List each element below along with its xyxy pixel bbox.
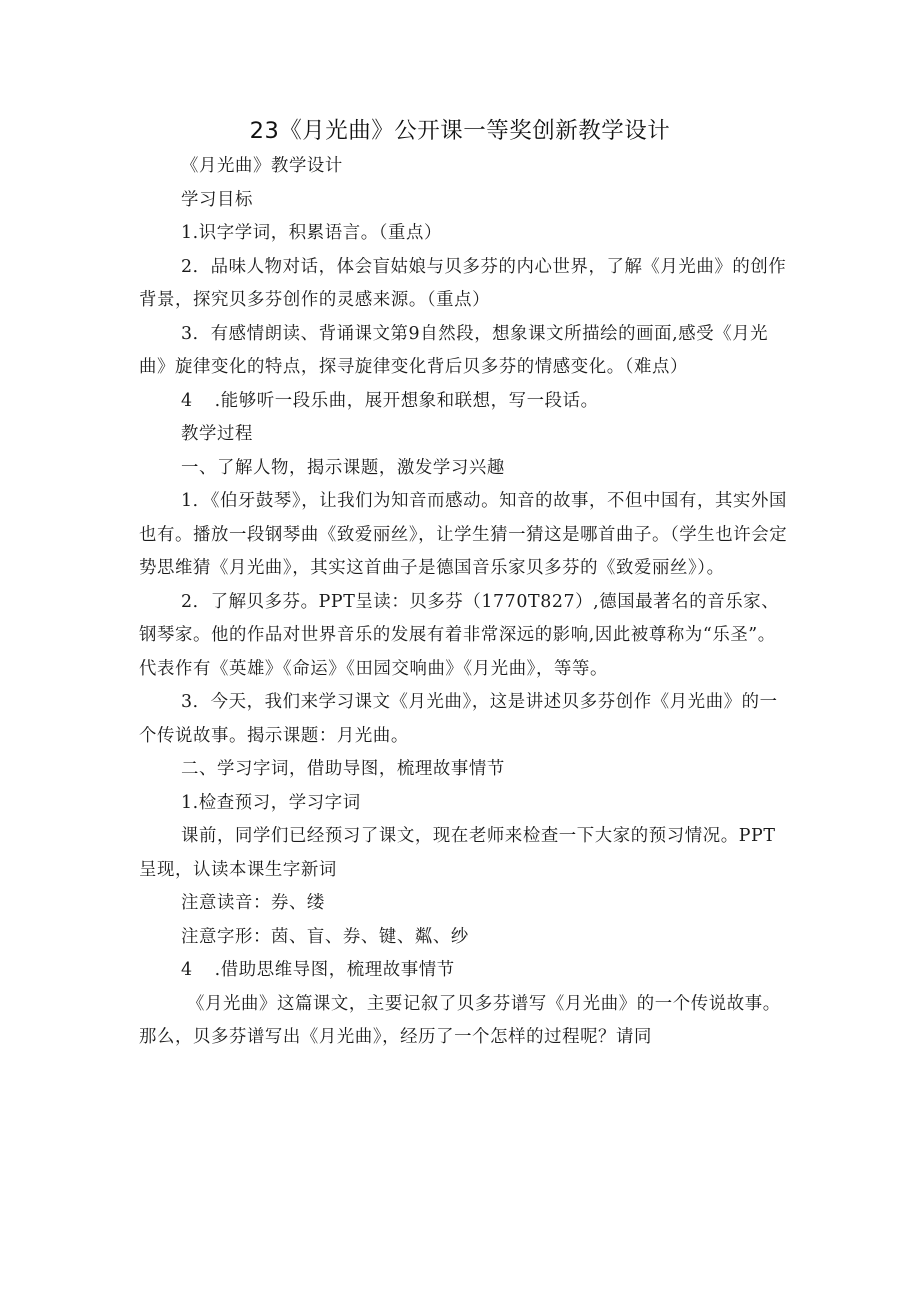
subtitle: 《月光曲》教学设计: [181, 156, 343, 176]
goal-3: 3．有感情朗读、背诵课文第9自然段，想象课文所描绘的画面,感受《月光曲》旋律变化的特点，探寻旋律变化背后贝多芬的情感变化。（难点）: [139, 323, 769, 377]
goal-1: 1.识字学词，积累语言。（重点）: [181, 223, 442, 243]
document-title: 23《月光曲》公开课一等奖创新教学设计: [249, 118, 671, 144]
section-heading-process: 教学过程: [181, 424, 253, 444]
part-1-heading: 一、了解人物，揭示课题，激发学习兴趣: [181, 457, 505, 478]
document-body: [139, 150, 789, 1055]
goal-4: [139, 385, 789, 419]
step-4-text: .借助思维导图，梳理故事情节: [214, 960, 455, 980]
goal-4-text: .能够听一段乐曲，展开想象和联想，写一段话。: [214, 390, 599, 411]
story-summary-paragraph: 《月光曲》这篇课文，主要记叙了贝多芬谱写《月光曲》的一个传说故事。那么，贝多芬谱写出《月光曲》，经历了一个怎样的过程呢？请同: [139, 993, 781, 1047]
part-1-step-3: 3．今天，我们来学习课文《月光曲》，这是讲述贝多芬创作《月光曲》的一个传说故事。揭示课题：月光曲。: [139, 692, 778, 746]
part-1-step-1: 1．《伯牙鼓琴》，让我们为知音而感动。知音的故事，不但中国有，其实外国也有。播放一段钢琴曲《致爱丽丝》，让学生猜一猜这是哪首曲子。（学生也许会定势思维猜《月光曲》，其实这首曲子是德国音乐家贝多芬的《致爱丽丝》）。: [139, 491, 788, 578]
part-2-heading: 二、学习字词，借助导图，梳理故事情节: [181, 759, 505, 779]
character-form-note: 注意字形：茵、盲、券、键、粼、纱: [181, 926, 469, 947]
part-2-step-4: [139, 954, 789, 988]
goal-4-number: 4: [181, 390, 193, 411]
part-1-step-2: 2．了解贝多芬。PPT呈读：贝多芬（1770T827）,德国最著名的音乐家、钢琴家。他的作品对世界音乐的发展有着非常深远的影响,因此被尊称为“乐圣”。代表作有《英雄》《命运》《田园交响曲》《月光曲》，等等。: [139, 591, 780, 679]
step-4-number: 4: [181, 960, 193, 980]
section-heading-goals: 学习目标: [181, 189, 253, 210]
part-2-step-1: 1.检查预习，学习字词: [181, 792, 361, 813]
preview-check-paragraph: 课前，同学们已经预习了课文，现在老师来检查一下大家的预习情况。PPT呈现，认读本课生字新词: [139, 826, 776, 880]
goal-2: 2．品味人物对话，体会盲姑娘与贝多芬的内心世界，了解《月光曲》的创作背景，探究贝多芬创作的灵感来源。（重点）: [139, 256, 787, 310]
pronunciation-note: 注意读音：券、缕: [181, 893, 325, 913]
